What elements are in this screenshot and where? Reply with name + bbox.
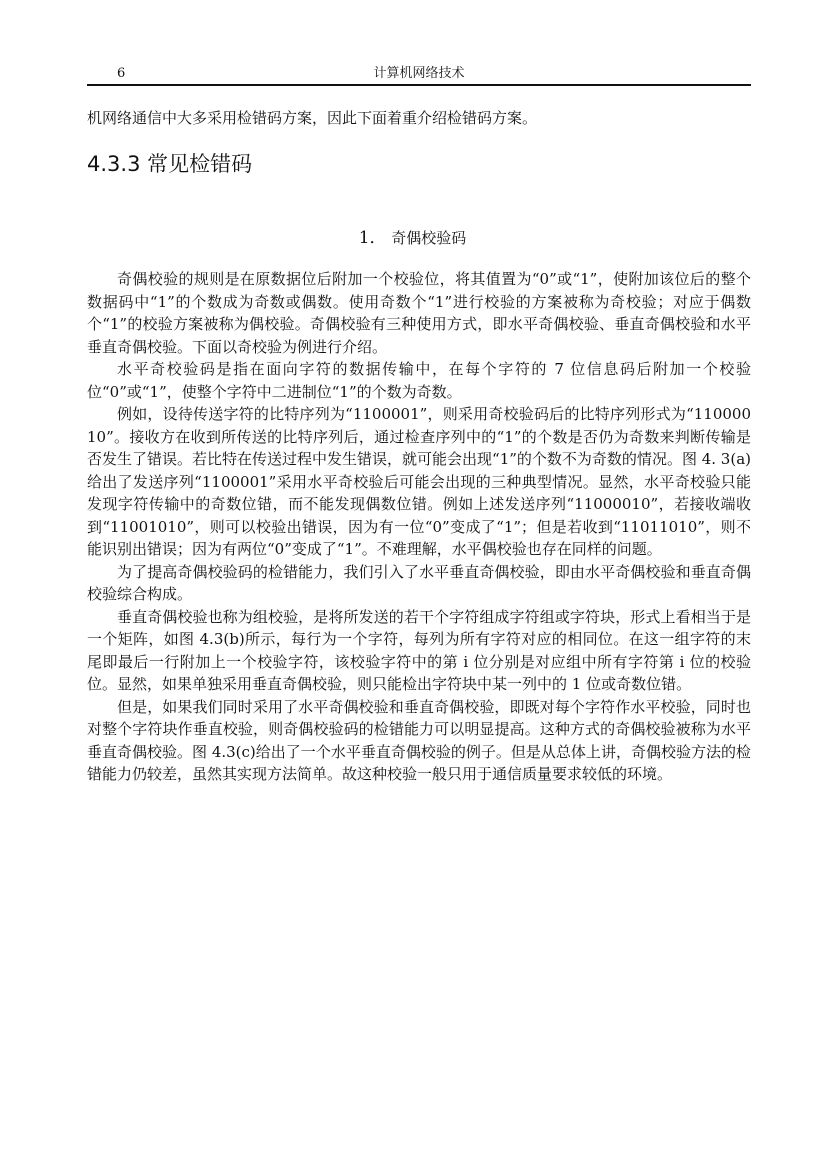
subsection-number: 1． bbox=[358, 228, 387, 248]
page-number: 6 bbox=[117, 66, 126, 81]
paragraph: 例如，设待传送字符的比特序列为“1100001”，则采用奇校验码后的比特序列形式为“11000010”。接收方在收到所传送的比特序列后，通过检查序列中的“1”的个数是否仍为奇数来判断传输是否发生了错误。若比特在传送过程中发生错误，就可能会出现“1”的个数不为奇数的情况。图 4. 3(a) 给出了发送序列“1100001”采用水平奇校验后可能会出现的三种典型情况。显然，水平奇校验只能发现字符传输中的奇数位错，而不能发现偶数位错。例如上述发送序列“11000010”，若接收端收到“11001010”，则可以校验出错误，因为有一位“0”变成了“1”；但是若收到“11011010”，则不能识别出错误；因为有两位“0”变成了“1”。不难理解，水平偶校验也存在同样的问题。 bbox=[87, 405, 751, 558]
page-header bbox=[87, 64, 751, 84]
running-title: 计算机网络技术 bbox=[373, 66, 465, 81]
paragraph: 垂直奇偶校验也称为组校验，是将所发送的若干个字符组成字符组或字符块，形式上看相当于是一个矩阵，如图 4.3(b)所示，每行为一个字符，每列为所有字符对应的相同位。在这一组字符的末尾即最后一行附加上一个校验字符，该校验字符中的第 i 位分别是对应组中所有字符第 i 位的校验位。显然，如果单独采用垂直奇偶校验，则只能检出字符块中某一列中的 1 位或奇数位错。 bbox=[87, 607, 751, 693]
paragraph: 但是，如果我们同时采用了水平奇偶校验和垂直奇偶校验，即既对每个字符作水平校验，同时也对整个字符块作垂直校验，则奇偶校验码的检错能力可以明显提高。这种方式的奇偶校验被称为水平垂直奇偶校验。图 4.3(c)给出了一个水平垂直奇偶校验的例子。但是从总体上讲，奇偶校验方法的检错能力仍较差，虽然其实现方法简单。故这种校验一般只用于通信质量要求较低的环境。 bbox=[87, 697, 751, 783]
paragraph: 为了提高奇偶校验码的检错能力，我们引入了水平垂直奇偶校验，即由水平奇偶校验和垂直奇偶校验综合构成。 bbox=[87, 562, 751, 603]
intro-line: 机网络通信中大多采用检错码方案，因此下面着重介绍检错码方案。 bbox=[87, 109, 538, 127]
section-title: 4.3.3 常见检错码 bbox=[87, 152, 253, 176]
paragraph: 水平奇校验码是指在面向字符的数据传输中，在每个字符的 7 位信息码后附加一个校验位“0”或“1”，使整个字符中二进制位“1”的个数为奇数。 bbox=[87, 360, 751, 401]
body-paragraphs bbox=[87, 268, 751, 786]
subsection-title: 奇偶校验码 bbox=[391, 229, 467, 247]
subsection-heading bbox=[0, 226, 825, 250]
paragraph: 奇偶校验的规则是在原数据位后附加一个校验位，将其值置为“0”或“1”，使附加该位后的整个数据码中“1”的个数成为奇数或偶数。使用奇数个“1”进行校验的方案被称为奇校验；对应于偶数个“1”的校验方案被称为偶校验。奇偶校验有三种使用方式，即水平奇偶校验、垂直奇偶校验和水平垂直奇偶校验。下面以奇校验为例进行介绍。 bbox=[87, 270, 751, 356]
header-rule bbox=[87, 84, 751, 86]
